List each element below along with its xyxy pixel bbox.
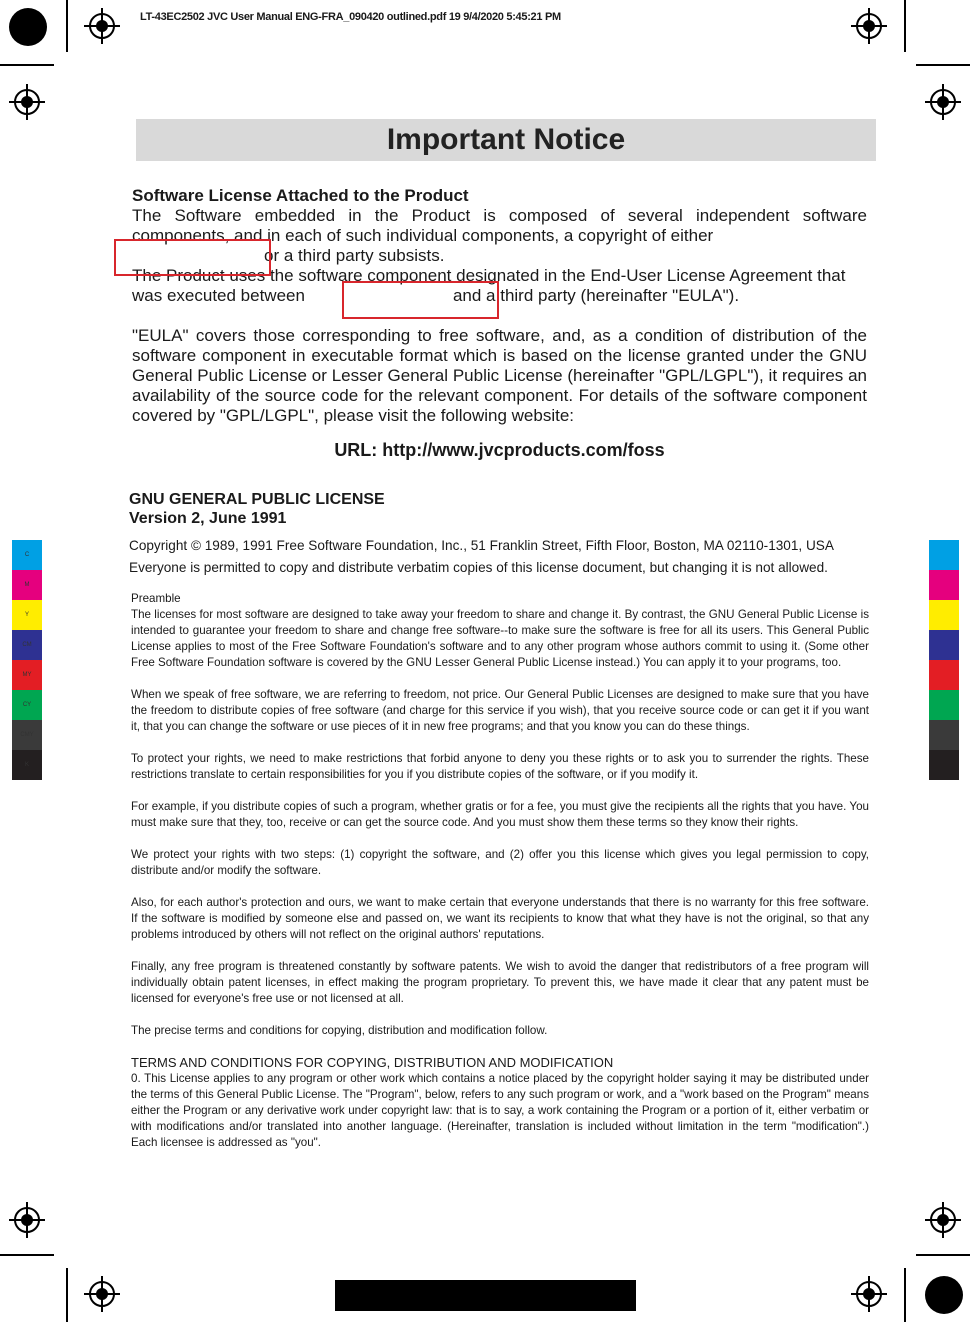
gpl-version: Version 2, June 1991 <box>129 510 287 527</box>
crop-mark <box>916 1254 970 1256</box>
crop-mark <box>0 1254 54 1256</box>
print-slug: LT-43EC2502 JVC User Manual ENG-FRA_090420 outlined.pdf 19 9/4/2020 5:45:21 PM <box>140 11 561 23</box>
corner-dot-top-left <box>9 8 47 46</box>
color-swatch: CM <box>12 630 42 660</box>
paragraph: We protect your rights with two steps: (1) copyright the software, and (2) offer you this license which gives you legal permission to copy, distribute and/or modify the software. <box>131 848 869 877</box>
license-paragraph: The Software embedded in the Product is composed of several independent software components, and in each of such individual components, a copyright of either or a third party subsists. <box>132 206 867 265</box>
software-license-section <box>132 186 867 426</box>
crop-mark <box>904 0 906 52</box>
preamble-title: Preamble <box>131 592 181 605</box>
redacted-footer-bar <box>335 1280 636 1311</box>
paragraph: Finally, any free program is threatened constantly by software patents. We wish to avoid the danger that redistributors of a free program will individually obtain patent licenses, in effect making the program proprietary. To prevent this, we have made it clear that any patent must be licensed for everyone's free use or not licensed at all. <box>131 960 869 1005</box>
paragraph: Also, for each author's protection and ours, we want to make certain that everyone understands that there is no warranty for this free software. If the software is modified by someone else and passed on, we want its recipients to know that what they have is not the original, so that any problems introduced by others will not reflect on the original authors' reputations. <box>131 896 869 941</box>
gpl-heading <box>129 490 385 528</box>
color-swatch <box>929 690 959 720</box>
section-heading: Software License Attached to the Product <box>132 186 469 205</box>
paragraph: The precise terms and conditions for copying, distribution and modification follow. <box>131 1024 548 1037</box>
paragraph: For example, if you distribute copies of such a program, whether gratis or for a fee, you must give the recipients all the rights that you have. You must make sure that they, too, receive or can get the source code. And you must show them these terms so they know their rights. <box>131 800 869 829</box>
page-title: Important Notice <box>386 123 626 156</box>
color-swatch: K <box>12 750 42 780</box>
registration-mark-icon <box>9 84 45 120</box>
crop-mark <box>904 1268 906 1322</box>
registration-mark-icon <box>851 1276 887 1312</box>
gpl-body <box>131 591 869 1167</box>
color-swatch: CMY <box>12 720 42 750</box>
registration-mark-icon <box>84 1276 120 1312</box>
gpl-title: GNU GENERAL PUBLIC LICENSE <box>129 491 385 508</box>
paragraph: The licenses for most software are designed to take away your freedom to share and change it. By contrast, the GNU General Public License is intended to guarantee your freedom to share and change free software--to make sure the software is free for all its users. This General Public License applies to most of the Free Software Foundation's software and to any other program whose authors commit to using it. (Some other Free Software Foundation software is covered by the GNU Lesser General Public License instead.) You can apply it to your programs, too. <box>131 608 869 669</box>
color-swatch <box>929 600 959 630</box>
gpl-copyright: Copyright © 1989, 1991 Free Software Foundation, Inc., 51 Franklin Street, Fifth Floor, Boston, MA 02110-1301, USA Everyone is permitted to copy and distribute verbatim copies of this license document, but changing it is not allowed. <box>129 538 834 575</box>
eula-paragraph: "EULA" covers those corresponding to free software, and, as a condition of distribution of the software component in executable format which is based on the license granted under the GNU General Public License or Lesser General Public License (hereinafter "GPL/LGPL"), it requires an availability of the source code for the relevant component. For details of the software component covered by "GPL/LGPL", please visit the following website: <box>132 326 867 425</box>
crop-mark <box>66 1268 68 1322</box>
color-swatch <box>929 660 959 690</box>
color-swatch <box>929 720 959 750</box>
registration-mark-icon <box>925 1202 961 1238</box>
color-swatch: MY <box>12 660 42 690</box>
terms-title: TERMS AND CONDITIONS FOR COPYING, DISTRIBUTION AND MODIFICATION <box>131 1055 614 1070</box>
foss-url: URL: http://www.jvcproducts.com/foss <box>334 440 665 460</box>
crop-mark <box>916 64 970 66</box>
color-swatch: CY <box>12 690 42 720</box>
color-swatch <box>929 540 959 570</box>
registration-mark-icon <box>851 8 887 44</box>
redaction-box <box>114 239 271 276</box>
color-swatch: C <box>12 540 42 570</box>
paragraph: To protect your rights, we need to make restrictions that forbid anyone to deny you these rights or to ask you to surrender the rights. These restrictions translate to certain responsibilities for you if you distribute copies of the software, or if you modify it. <box>131 752 869 781</box>
crop-mark <box>0 64 54 66</box>
crop-mark <box>66 0 68 52</box>
title-banner <box>136 119 876 161</box>
color-bars-left <box>12 540 42 780</box>
paragraph: When we speak of free software, we are referring to freedom, not price. Our General Public Licenses are designed to make sure that you have the freedom to distribute copies of free software (and charge for this service if you wish), that you receive source code or can get it if you want it, that you can change the software or use pieces of it in new free programs; and that you know you can do these things. <box>131 688 869 733</box>
color-swatch: Y <box>12 600 42 630</box>
terms-paragraph: 0. This License applies to any program or other work which contains a notice placed by the copyright holder saying it may be distributed under the terms of this General Public License. The "Program", below, refers to any such program or work, and a "work based on the Program" means either the Program or any derivative work under copyright law: that is to say, a work containing the Program or a portion of it, either verbatim or with modifications and/or translated into another language. (Hereinafter, translation is included without limitation in the term "modification".) Each licensee is addressed as "you". <box>131 1072 869 1149</box>
color-bars-right <box>929 540 959 780</box>
license-paragraph: The Product uses the software component designated in the End-User License Agreement that was executed between and a third party (hereinafter "EULA"). <box>132 266 846 305</box>
registration-mark-icon <box>84 8 120 44</box>
color-swatch <box>929 570 959 600</box>
registration-mark-icon <box>925 84 961 120</box>
registration-mark-icon <box>9 1202 45 1238</box>
color-swatch: M <box>12 570 42 600</box>
color-swatch <box>929 630 959 660</box>
corner-dot-bottom-right <box>925 1276 963 1314</box>
redaction-box <box>342 281 499 319</box>
color-swatch <box>929 750 959 780</box>
